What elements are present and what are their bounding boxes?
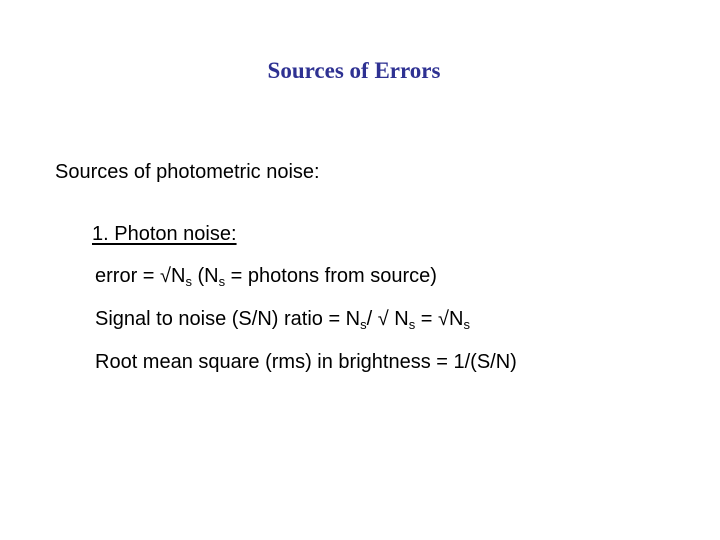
subscript: s (185, 274, 192, 289)
slide-title: Sources of Errors (267, 58, 441, 83)
snr-formula-part: = √N (415, 308, 464, 330)
error-formula-part: = photons from source) (225, 265, 437, 287)
subscript: s (218, 274, 226, 289)
intro-text: Sources of photometric noise: (55, 161, 320, 183)
snr-formula-part: Signal to noise (S/N) ratio = N (95, 308, 361, 330)
error-formula (95, 266, 437, 288)
snr-formula (95, 309, 470, 331)
subscript: s (463, 317, 470, 332)
snr-formula-part: / √ N (366, 308, 409, 330)
error-formula-part: error = √N (95, 265, 186, 287)
photon-noise-heading: 1. Photon noise: (92, 223, 237, 245)
subscript: s (408, 317, 416, 332)
rms-formula: Root mean square (rms) in brightness = 1/(S/N) (95, 351, 517, 373)
subscript: s (360, 317, 367, 332)
error-formula-part: (N (191, 265, 219, 287)
